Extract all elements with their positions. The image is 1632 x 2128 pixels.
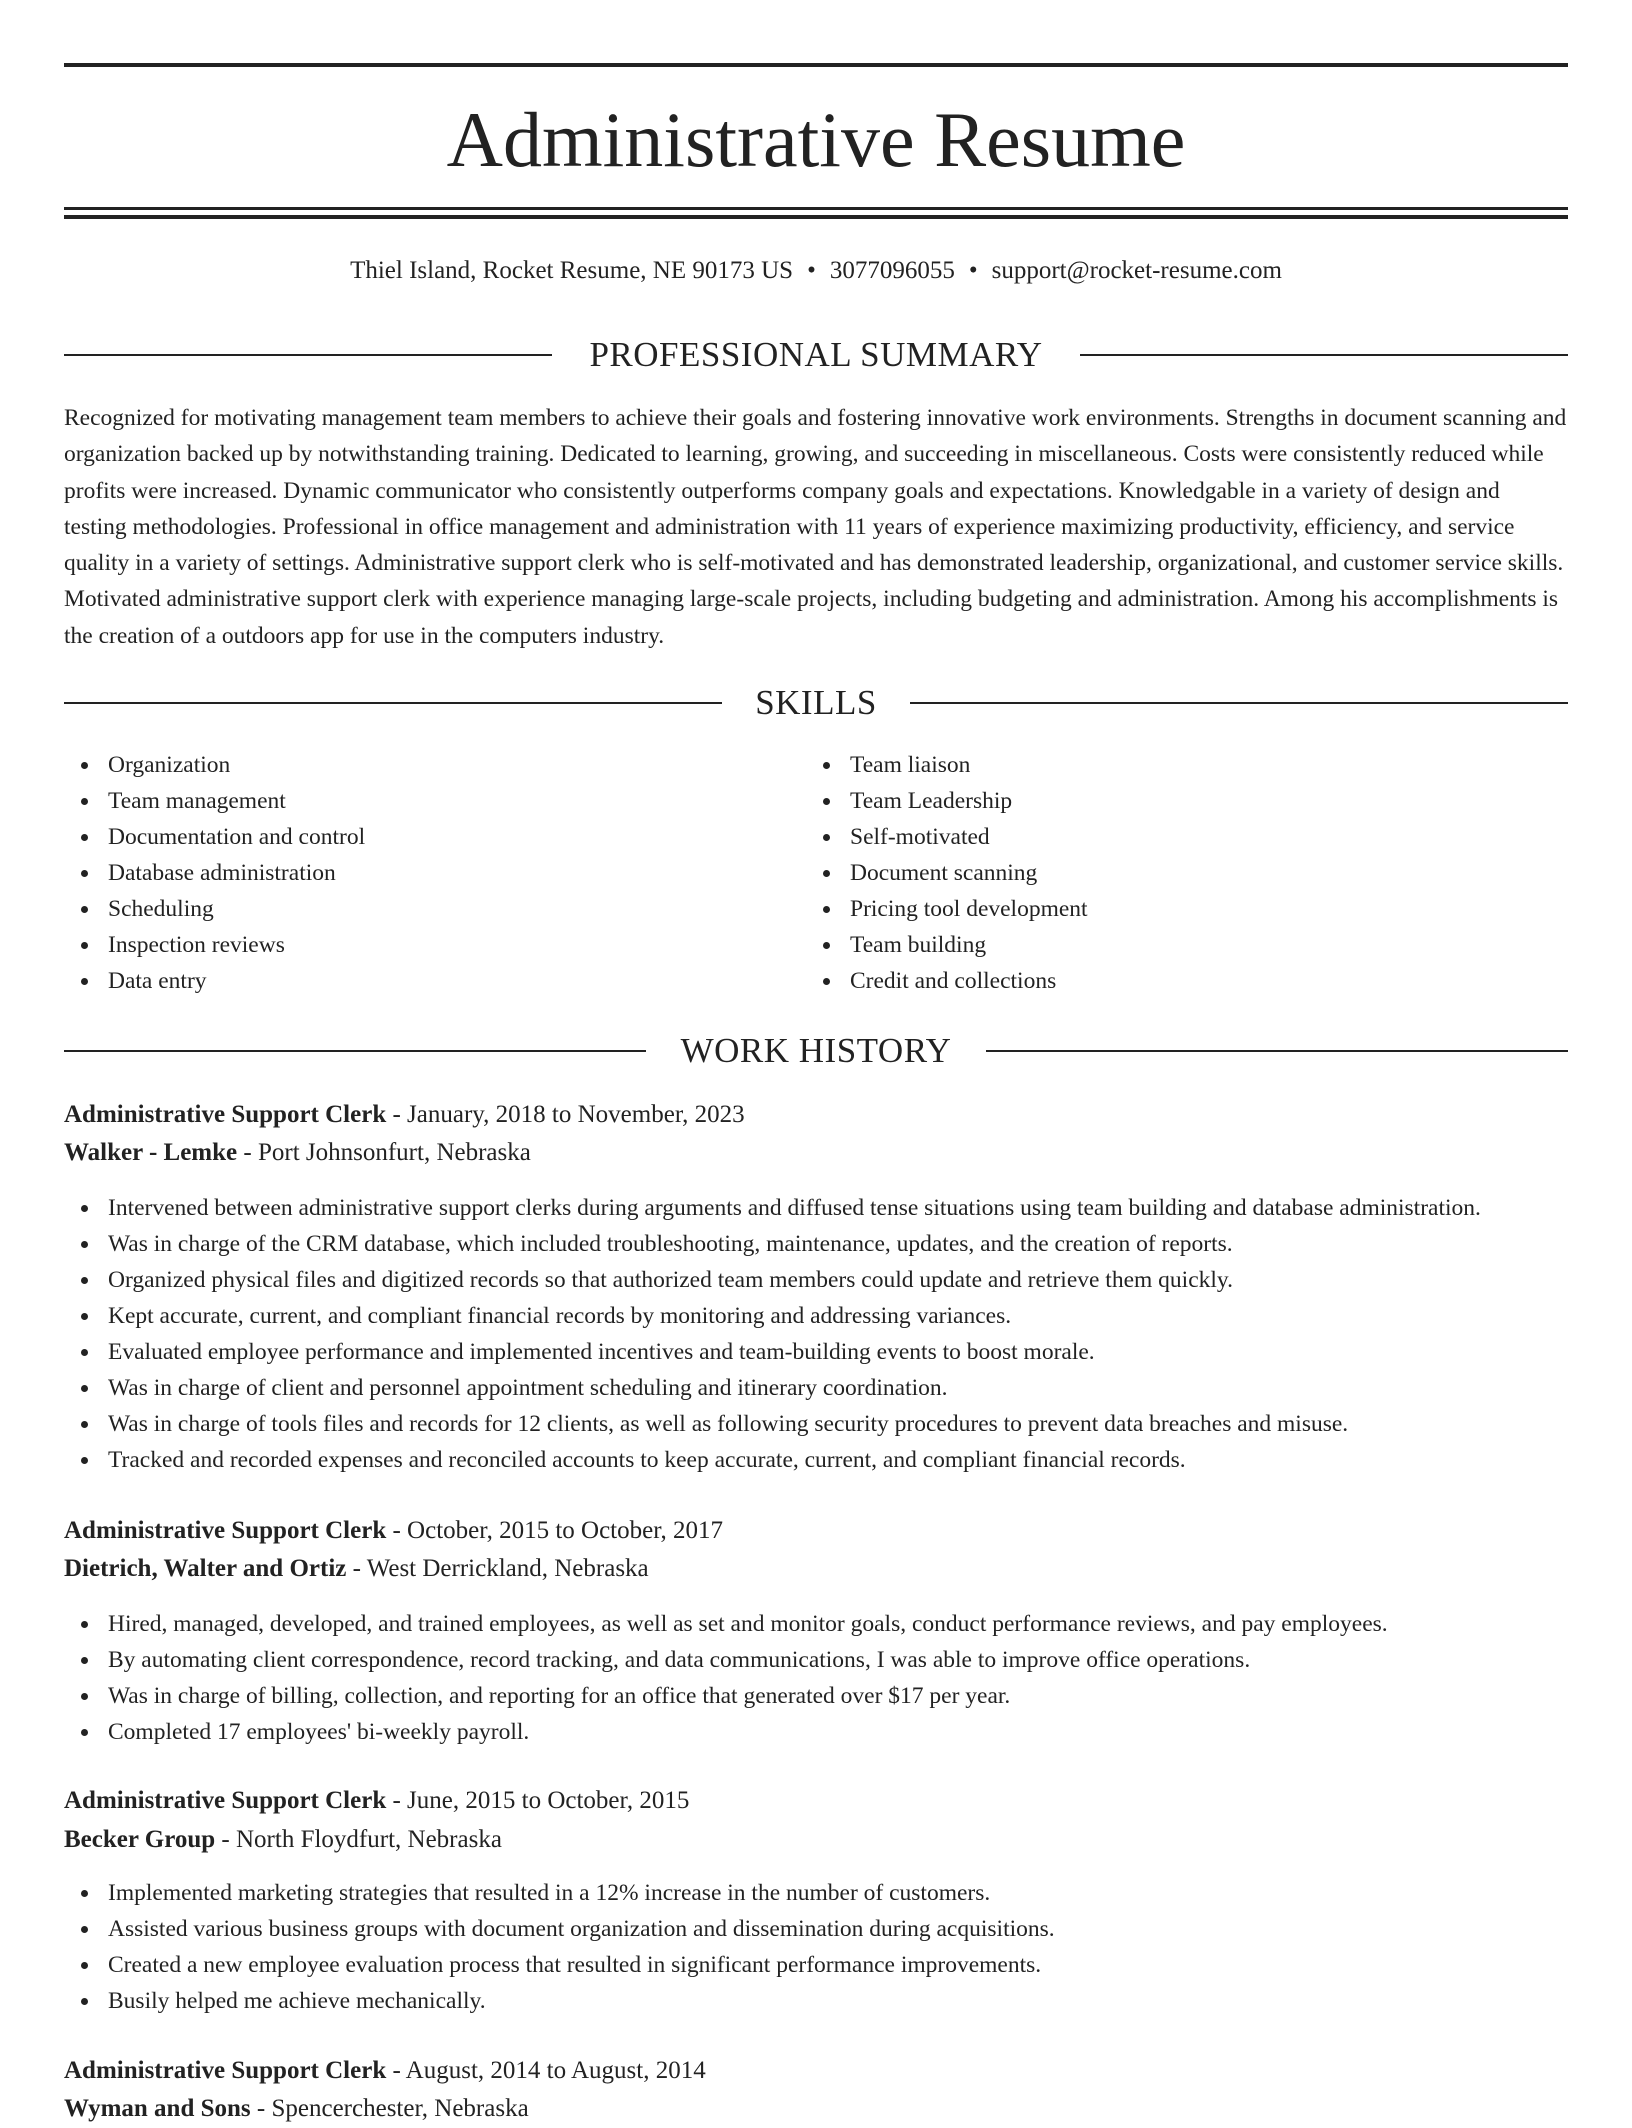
title-rule-upper (64, 207, 1568, 210)
job-bullet: Busily helped me achieve mechanically. (64, 1983, 1568, 2019)
job-title-line (64, 1512, 1568, 1550)
section-rule-right (986, 1050, 1568, 1052)
job-company-line (64, 1134, 1568, 1172)
section-header-summary (64, 333, 1568, 377)
contact-address: Thiel Island, Rocket Resume, NE 90173 US (350, 257, 794, 284)
job-bullet: By automating client correspondence, record tracking, and data communications, I was able to improve office operations. (64, 1642, 1568, 1678)
skill-item: Data entry (64, 963, 365, 999)
contact-phone: 3077096055 (829, 257, 955, 284)
section-rule-right (910, 702, 1568, 704)
contact-separator: • (807, 257, 816, 284)
job-bullet: Evaluated employee performance and implemented incentives and team-building events to boost morale. (64, 1334, 1568, 1370)
job-location: - West Derrickland, Nebraska (346, 1555, 649, 1582)
skill-item: Team management (64, 783, 365, 819)
skill-item: Documentation and control (64, 819, 365, 855)
job-title: Administrative Support Clerk (64, 1101, 387, 1128)
job-location: - North Floydfurt, Nebraska (215, 1826, 502, 1853)
skill-item: Team liaison (806, 747, 1088, 783)
skill-item: Inspection reviews (64, 927, 365, 963)
job-title: Administrative Support Clerk (64, 2057, 387, 2084)
job-company: Wyman and Sons (64, 2095, 251, 2122)
skill-item: Pricing tool development (806, 891, 1088, 927)
job-company: Dietrich, Walter and Ortiz (64, 1555, 347, 1582)
job-bullet: Was in charge of tools files and records for 12 clients, as well as following security procedures to prevent data breaches and misuse. (64, 1406, 1568, 1442)
job-title: Administrative Support Clerk (64, 1517, 387, 1544)
job-bullet: Created a new employee evaluation process that resulted in significant performance improvements. (64, 1947, 1568, 1983)
resume-title: Administrative Resume (446, 96, 1186, 183)
job-bullet: Implemented marketing strategies that resulted in a 12% increase in the number of customers. (64, 1875, 1568, 1911)
top-rule (64, 63, 1568, 67)
job-bullet: Organized physical files and digitized records so that authorized team members could update and retrieve them quickly. (64, 1262, 1568, 1298)
job-dates: - October, 2015 to October, 2017 (386, 1517, 724, 1544)
section-header-skills (64, 681, 1568, 725)
skill-item: Database administration (64, 855, 365, 891)
skills-list-left (64, 747, 365, 999)
skill-item: Team Leadership (806, 783, 1088, 819)
section-title-skills: SKILLS (755, 683, 877, 722)
job-location: - Spencerchester, Nebraska (250, 2095, 529, 2122)
job-bullet: Was in charge of the CRM database, which included troubleshooting, maintenance, updates, and the creation of reports. (64, 1226, 1568, 1262)
skill-item: Scheduling (64, 891, 365, 927)
job-dates: - June, 2015 to October, 2015 (386, 1787, 690, 1814)
skills-list-right (806, 747, 1088, 999)
contact-line (64, 253, 1568, 289)
job-company-line (64, 1821, 1568, 1859)
job-bullet: Intervened between administrative support clerks during arguments and diffused tense situations using team building and database administration. (64, 1190, 1568, 1226)
job-company-line (64, 2090, 1568, 2128)
section-title-summary: PROFESSIONAL SUMMARY (589, 335, 1043, 374)
job-bullet-list (64, 1875, 1568, 2019)
job-bullet: Kept accurate, current, and compliant financial records by monitoring and addressing variances. (64, 1298, 1568, 1334)
job-title: Administrative Support Clerk (64, 1787, 387, 1814)
skill-item: Document scanning (806, 855, 1088, 891)
section-rule-right (1080, 354, 1568, 356)
job-bullet-list (64, 1606, 1568, 1750)
job-company: Walker - Lemke (64, 1139, 238, 1166)
skill-item: Organization (64, 747, 365, 783)
job-bullet: Assisted various business groups with document organization and dissemination during acquisitions. (64, 1911, 1568, 1947)
job-company-line (64, 1550, 1568, 1588)
job-company: Becker Group (64, 1826, 216, 1853)
contact-email: support@rocket-resume.com (991, 257, 1282, 284)
contact-separator: • (968, 257, 978, 284)
job-bullet-list (64, 1190, 1568, 1478)
job-dates: - August, 2014 to August, 2014 (386, 2057, 706, 2084)
skill-item: Team building (806, 927, 1088, 963)
job-bullet: Tracked and recorded expenses and reconciled accounts to keep accurate, current, and compliant financial records. (64, 1442, 1568, 1478)
job-bullet: Completed 17 employees' bi-weekly payroll. (64, 1714, 1568, 1750)
job-dates: - January, 2018 to November, 2023 (386, 1101, 745, 1128)
job-bullet: Was in charge of billing, collection, and reporting for an office that generated over $17 per year. (64, 1678, 1568, 1714)
job-title-line (64, 2052, 1568, 2090)
section-header-work (64, 1029, 1568, 1073)
skill-item: Self-motivated (806, 819, 1088, 855)
job-bullet: Was in charge of client and personnel appointment scheduling and itinerary coordination. (64, 1370, 1568, 1406)
title-rule-lower (64, 215, 1568, 219)
section-title-work: WORK HISTORY (680, 1031, 952, 1070)
skill-item: Credit and collections (806, 963, 1088, 999)
summary-paragraph: Recognized for motivating management team members to achieve their goals and fostering innovative work environments. Strengths in document scanning and organization backed up by notwithstanding training. Dedicated to learning, growing, and succeeding in miscellaneous. Costs were consistently reduced while profits were increased. Dynamic communicator who consistently outperforms company goals and expectations. Knowledgable in a variety of design and testing methodologies. Professional in office management and administration with 11 years of experience maximizing productivity, efficiency, and service quality in a variety of settings. Administrative support clerk who is self-motivated and has demonstrated leadership, organizational, and customer service skills. Motivated administrative support clerk with experience managing large-scale projects, including budgeting and administration. Among his accomplishments is the creation of a outdoors app for use in the computers industry. (64, 405, 1567, 649)
job-bullet: Hired, managed, developed, and trained employees, as well as set and monitor goals, conduct performance reviews, and pay employees. (64, 1606, 1568, 1642)
job-title-line (64, 1096, 1568, 1134)
job-title-line (64, 1782, 1568, 1820)
job-location: - Port Johnsonfurt, Nebraska (237, 1139, 531, 1166)
